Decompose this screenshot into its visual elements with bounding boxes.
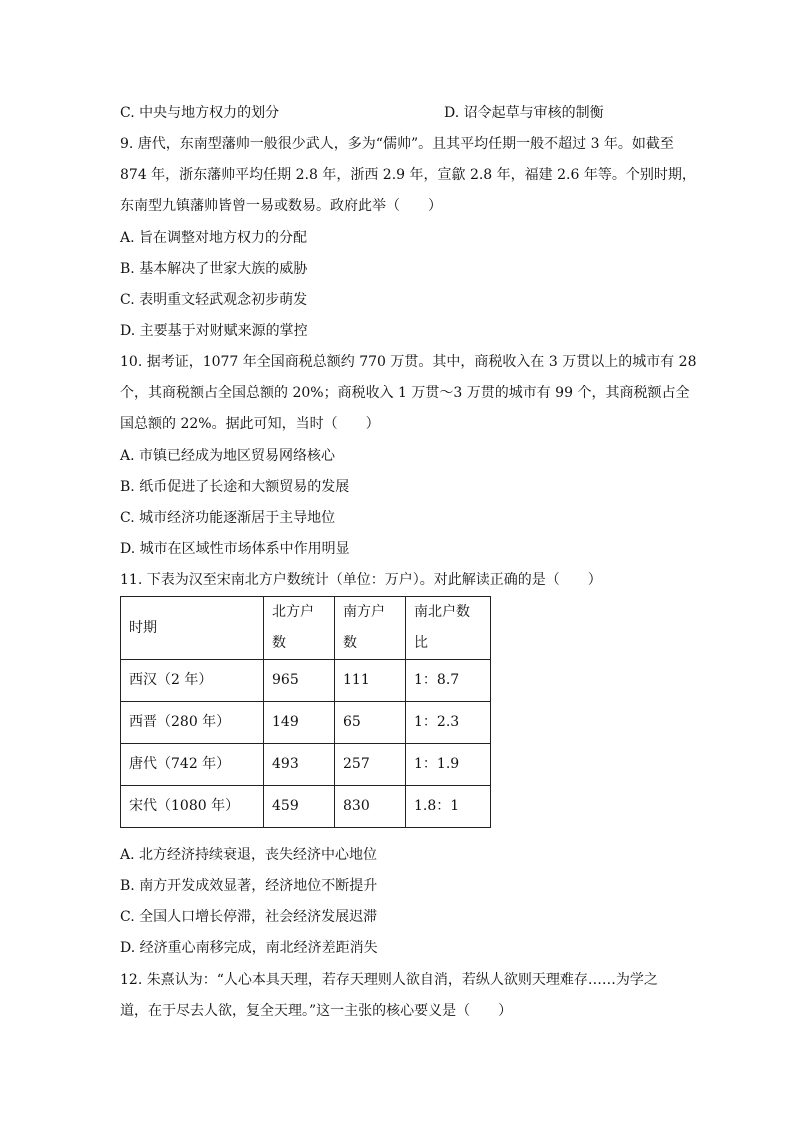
q9-stem-line-1: 9. 唐代，东南型藩帅一般很少武人，多为“儒帅”。且其平均任期一般不超过 3 年。如截至 — [120, 136, 674, 152]
q11-stem: 11. 下表为汉至宋南北方户数统计（单位：万户）。对此解读正确的是（ ） — [120, 572, 602, 588]
table-cell: 111 — [335, 660, 406, 702]
q10-option-a: A. 市镇已经成为地区贸易网络核心 — [120, 448, 336, 464]
q9-option-c: C. 表明重文轻武观念初步萌发 — [120, 292, 308, 308]
q9-stem-line-3: 东南型九镇藩帅皆曾一易或数易。政府此举（ ） — [120, 198, 442, 214]
table-row — [121, 702, 491, 744]
q9-option-b: B. 基本解决了世家大族的威胁 — [120, 261, 308, 277]
table-header-cell: 南方户 数 — [335, 597, 406, 660]
table-cell: 65 — [335, 702, 406, 744]
table-cell: 西晋（280 年） — [121, 702, 264, 744]
q10-stem-line-2: 个，其商税额占全国总额的 20%；商税收入 1 万贯～3 万贯的城市有 99 个，其商税额占全 — [120, 385, 690, 401]
table-cell: 1：2.3 — [406, 702, 491, 744]
table-row — [121, 786, 491, 828]
q9-option-a: A. 旨在调整对地方权力的分配 — [120, 230, 308, 246]
table-cell: 459 — [264, 786, 335, 828]
table-cell: 1.8：1 — [406, 786, 491, 828]
table-cell: 1：8.7 — [406, 660, 491, 702]
table-header-cell: 南北户数 比 — [406, 597, 491, 660]
q11-option-b: B. 南方开发成效显著，经济地位不断提升 — [120, 878, 378, 894]
table-header-cell: 时期 — [121, 597, 264, 660]
q12-stem-line-1: 12. 朱熹认为：“人心本具天理，若存天理则人欲自消，若纵人欲则天理难存……为学之 — [120, 972, 658, 988]
table-cell: 唐代（742 年） — [121, 744, 264, 786]
q8-option-c: C. 中央与地方权力的划分 — [120, 105, 280, 121]
q10-option-b: B. 纸币促进了长途和大额贸易的发展 — [120, 479, 350, 495]
table-cell: 宋代（1080 年） — [121, 786, 264, 828]
q8-option-d: D. 诏令起草与审核的制衡 — [444, 105, 604, 121]
table-cell: 西汉（2 年） — [121, 660, 264, 702]
table-header-row — [121, 597, 491, 660]
table-cell: 1：1.9 — [406, 744, 491, 786]
table-cell: 493 — [264, 744, 335, 786]
table-cell: 830 — [335, 786, 406, 828]
q11-option-a: A. 北方经济持续衰退，丧失经济中心地位 — [120, 847, 378, 863]
q12-stem-line-2: 道，在于尽去人欲，复全天理。”这一主张的核心要义是（ ） — [120, 1003, 513, 1019]
table-cell: 257 — [335, 744, 406, 786]
table-row — [121, 744, 491, 786]
q10-stem-line-1: 10. 据考证，1077 年全国商税总额约 770 万贯。其中，商税收入在 3 万贯以上的城市有 28 — [120, 354, 697, 370]
table-cell: 965 — [264, 660, 335, 702]
table-row — [121, 660, 491, 702]
table-cell: 149 — [264, 702, 335, 744]
q10-option-d: D. 城市在区域性市场体系中作用明显 — [120, 541, 350, 557]
q11-option-d: D. 经济重心南移完成，南北经济差距消失 — [120, 940, 378, 956]
q10-stem-line-3: 国总额的 22%。据此可知，当时（ ） — [120, 416, 380, 432]
q9-option-d: D. 主要基于对财赋来源的掌控 — [120, 323, 308, 339]
q10-option-c: C. 城市经济功能逐渐居于主导地位 — [120, 510, 336, 526]
q9-stem-line-2: 874 年，浙东藩帅平均任期 2.8 年，浙西 2.9 年，宣歙 2.8 年，福建 2.6 年等。个别时期， — [120, 167, 696, 183]
household-table — [120, 596, 491, 828]
table-header-cell: 北方户 数 — [264, 597, 335, 660]
q11-option-c: C. 全国人口增长停滞，社会经济发展迟滞 — [120, 909, 378, 925]
